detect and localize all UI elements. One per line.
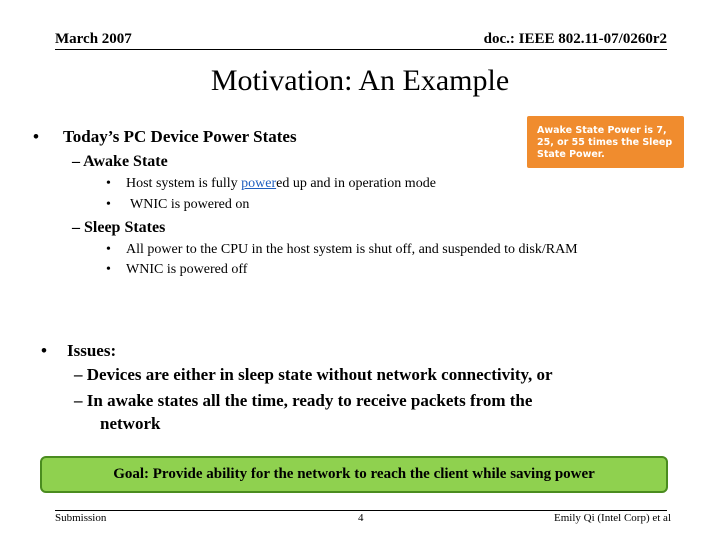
issues-heading [41,339,116,362]
bullet-dot: • [106,176,111,191]
bullet-main-1-text: Today’s PC Device Power States [63,127,297,146]
bullet-dot: • [33,127,39,146]
awake-item-2 [106,197,249,213]
sleep-states-heading: – Sleep States [72,219,166,236]
bullet-dot: • [41,341,47,360]
issues-item-2: – In awake states all the time, ready to receive packets from the [74,391,533,410]
issues-item-2-cont: network [100,414,161,433]
sleep-item-1 [106,242,578,258]
bullet-dot: • [106,197,111,212]
awake-item-1-post: ed up and in operation mode [276,176,436,191]
awake-item-1-pre: Host system is fully [126,176,242,191]
footer-divider [55,510,667,511]
awake-item-1-highlight: power [241,176,277,191]
power-callout: Awake State Power is 7, 25, or 55 times the Sleep State Power. [527,116,684,168]
sleep-item-2 [106,262,247,278]
goal-text: Goal: Provide ability for the network to reach the client while saving power [113,466,595,482]
footer-submission: Submission [55,512,107,524]
bullet-dot: • [106,262,111,277]
sleep-item-1-text: All power to the CPU in the host system is shut off, and suspended to disk/RAM [126,242,578,257]
slide-title: Motivation: An Example [210,64,510,97]
footer-author: Emily Qi (Intel Corp) et al [554,512,671,524]
bullet-dot: • [106,242,111,257]
awake-state-heading: – Awake State [72,153,168,170]
bullet-main-1 [33,127,297,147]
sleep-item-2-text: WNIC is powered off [126,262,248,277]
header-divider [55,49,667,50]
issues-item-1: – Devices are either in sleep state without network connectivity, or [74,365,553,384]
issues-label: Issues: [67,341,117,360]
header-date: March 2007 [55,31,132,47]
awake-item-2-text: WNIC is powered on [130,197,250,212]
header-doc-id: doc.: IEEE 802.11-07/0260r2 [483,31,667,47]
awake-item-1 [106,176,436,192]
footer-page-number: 4 [358,512,364,524]
